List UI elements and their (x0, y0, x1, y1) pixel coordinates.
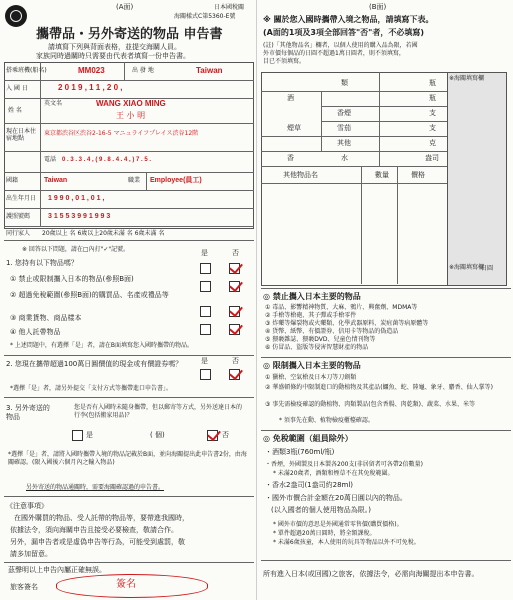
banned-item-2: ② 手槍等槍砲、其子彈或手槍零件 (265, 312, 357, 319)
customs-col-label: ※海關填寫欄 (449, 264, 485, 271)
romaji-label: 英文名 (44, 100, 63, 107)
job-label: 職業 (128, 177, 141, 184)
duty-free-item-4: ・香水2盎司(1盎司約28ml) (265, 481, 354, 489)
restricted-title: ◎ 限制攜入日本主要的物品 (263, 361, 361, 370)
q1-2-no-checkbox[interactable] (229, 281, 240, 292)
name-label: 姓 名 (8, 107, 22, 114)
q2-yes-header: 是 (201, 357, 208, 365)
flight-label: 搭乘班機(船名) (6, 67, 47, 74)
q1-4-yes-checkbox[interactable] (200, 324, 211, 335)
q1-item-3: ③ 商業貨物、商品樣本 (10, 314, 82, 322)
form-title: 攜帶品・另外寄送的物品 申告書 (36, 27, 223, 42)
phone-value[interactable]: 0 . 3 . 3 . 4 , ( 9 . 8 . 4 . 4 , ) 7 . 5 . (62, 157, 152, 163)
address-value[interactable]: 東京都渋谷区渋谷2-16-5 マニュライフプレイス渋谷12階 (44, 130, 199, 137)
romaji-value[interactable]: WANG XIAO MING (96, 99, 166, 108)
passport-label: 護照號碼 (6, 213, 31, 220)
name-value[interactable]: 王 小 明 (116, 111, 146, 120)
banned-item-1: ① 毒品、影響精神物質、大麻、鴉片、興奮劑、MDMA等 (265, 304, 418, 311)
row-alcohol-label: 酒 (287, 94, 294, 102)
q1-title: 1. 您持有以下物品嗎？ (6, 259, 78, 267)
signature-value: 簽名 (116, 579, 136, 590)
col-header-kind: 類 (341, 79, 348, 87)
section-a-note-2: 外市價每個品的日圓不超過1萬日圓者，則不須填寫， (263, 50, 405, 57)
row-cigarette-label: 香煙 (337, 109, 351, 117)
q3-text: 您是否有入國時未隨身攜帶，但以郵寄等方式，另外送達日本的行李(包括搬家用品)？ (74, 404, 243, 419)
q1-4-no-checkbox[interactable] (229, 324, 240, 335)
q1-2-yes-checkbox[interactable] (200, 281, 211, 292)
row-cigar-unit: 支 (429, 124, 436, 132)
duty-free-item-3: * 未滿20歲者，酒類和煙草不在其免稅範圍。 (273, 470, 394, 477)
side-b (257, 0, 513, 600)
q1-1-yes-checkbox[interactable] (200, 263, 211, 274)
notice-line-3: 另外，漏申告者或是虛偽申告等行為，可能受到處罰，敬 (10, 538, 185, 546)
yes-header: 是 (201, 249, 208, 257)
section-a-note-3: 目已不須填寫。 (263, 58, 306, 65)
customs-col-header: ※海關填寫欄 (449, 75, 485, 82)
restricted-item-2: ② 華盛頓條約中限制進口的動植物及其產品(鱷魚、蛇、陸龜、象牙、麝香、仙人掌等) (265, 384, 493, 391)
banned-title: ◎ 禁止攜入日本主要的物品 (263, 292, 361, 301)
duty-free-title: ◎ 免稅範圍（組員除外） (263, 434, 353, 443)
section-a-title: ※ 關於您入國時攜帶入境之物品，請填寫下表。 (263, 15, 434, 24)
notice-line-2: 依據法令，須向海關申告且接受必要檢查，敬請合作。 (10, 526, 178, 534)
row-other-tobacco-label: 其他 (337, 139, 351, 147)
notice-title: 《注意事項》 (6, 502, 48, 510)
intro-line-1: 請填寫下列與背面表格，並提交海關人員。 (48, 43, 181, 51)
flight-value[interactable]: MM023 (78, 66, 105, 75)
customs-column (447, 72, 507, 286)
phone-label: 電話 (44, 156, 57, 163)
q3-yes-checkbox[interactable] (72, 430, 83, 441)
q2-note: *選擇「是」者，請另外提交「支付方式等攜帶進口申告書」。 (10, 385, 173, 392)
date-label: 入 國 日 (6, 85, 28, 92)
row-cigar-label: 雪茄 (337, 124, 351, 132)
restricted-item-1: ① 獵槍、空氣槍及日本刀等刀劍類 (265, 374, 357, 381)
address-label: 現在日本住宿地點 (6, 128, 37, 143)
section-a-note-1: (註)「其他物品名」欄者，以個人使用的購入品為限，若國 (263, 42, 418, 49)
total-unit-label: 日圓 (481, 265, 494, 272)
duty-free-item-1: ・酒類3瓶(760ml/瓶) (265, 448, 335, 456)
q2-title: 2. 您現在攜帶超過100萬日圓價值的現金或有價證券嗎？ (6, 360, 183, 368)
q2-no-header: 否 (232, 357, 239, 365)
q1-1-no-checkbox[interactable] (229, 263, 240, 274)
q3-note-2: 另外寄送的物品通關時，需要海關確認過的申告書。 (26, 484, 165, 491)
row-tobacco-label: 煙草 (287, 124, 301, 132)
passenger-info-table (4, 62, 254, 229)
q1-note: * 上述問題中，有選擇「是」者，請在B面填寫您入國時攜帶的物品。 (10, 342, 194, 349)
signature-label: 旅客簽名 (10, 583, 38, 591)
footer-statement: 所有進入日本(或回國)之旅客，依據法令，必需向海關提出本申告書。 (263, 570, 479, 578)
item-header-name: 其他物品名 (283, 171, 318, 179)
row-perfume-sub: 水 (341, 154, 348, 162)
col-header-unit: 瓶 (429, 79, 436, 87)
side-a-label: (A面) (116, 3, 134, 11)
answer-instruction: ※ 回答以下問題，請在□內打"✓"記號。 (22, 246, 130, 253)
date-value[interactable]: 2 0 1 9 , 1 1 , 2 0 , (58, 83, 123, 92)
q1-3-no-checkbox[interactable] (229, 306, 240, 317)
origin-value[interactable]: Taiwan (196, 66, 223, 75)
intro-line-2: 家族同時過關時只需要由代表者填寫一份申告書。 (36, 52, 190, 60)
nationality-value[interactable]: Taiwan (44, 177, 68, 184)
q2-yes-checkbox[interactable] (200, 369, 211, 380)
duty-free-note-2: * 單件超過20萬日圓時，將全額課稅。 (273, 530, 376, 537)
banned-item-5: ⑤ 猥褻雜誌、猥褻DVD、兒童色情刊物等 (265, 336, 376, 343)
q3-count[interactable]: ( 個) (150, 431, 165, 439)
no-header: 否 (232, 249, 239, 257)
q1-item-4: ④ 他人託帶物品 (10, 328, 61, 336)
customs-logo-icon (5, 5, 27, 27)
side-b-label: (B面) (369, 3, 387, 11)
q3-no-label: 否 (222, 431, 229, 439)
job-value[interactable]: Employee(員工) (150, 177, 202, 184)
duty-free-item-5: ・國外市價合計金額在20萬日圓以內的物品。 (265, 494, 407, 502)
q1-3-yes-checkbox[interactable] (200, 306, 211, 317)
row-other-tobacco-unit: 克 (429, 139, 436, 147)
q1-item-1: ① 禁止或限制攜入日本的物品(參照B面) (10, 275, 134, 283)
passport-value[interactable]: 3 1 5 5 3 9 9 1 9 9 3 (48, 213, 111, 220)
nationality-label: 國籍 (6, 177, 19, 184)
duty-free-item-2: ・香煙，外國製及日本製各200支(非居留者可各帶2倍數量) (265, 461, 423, 468)
banned-item-6: ⑥ 仿冒品、盜版等侵害智慧財產的物品 (265, 344, 369, 351)
q2-no-checkbox[interactable] (229, 369, 240, 380)
q3-title: 3. 另外寄送的物品 (6, 404, 50, 422)
row-alcohol-unit: 瓶 (429, 94, 436, 102)
companions-detail: 20歲以上 名 6歲以上20歲未滿 名 6歲未滿 名 (42, 230, 165, 237)
row-cigarette-unit: 支 (429, 109, 436, 117)
item-header-price: 價格 (411, 171, 425, 179)
agency-label: 日本國稅關 (214, 4, 245, 11)
duty-free-note-1: * 國外市價的意思是外國通常零售價(購買價格)。 (273, 521, 403, 528)
section-a-subtitle: (A面的1項及3項全部回答"否"者，不必填寫) (263, 28, 424, 37)
notice-line-4: 請多加留意。 (10, 550, 52, 558)
row-perfume-label: 香 (287, 154, 294, 162)
companions-label: 同行家人 (6, 230, 31, 237)
row-perfume-unit: 盎司 (425, 154, 439, 162)
q1-item-2: ② 超過免稅範圍(參照B面)的購買品、名產或禮品等 (10, 291, 169, 299)
origin-label: 出 發 地 (132, 67, 154, 74)
birthday-label: 出生年月日 (6, 195, 37, 202)
duty-free-note-3: * 未滿6歲孩童，本人使用的玩具等物品以外不可免稅。 (273, 539, 420, 546)
duty-free-item-6: (以入國者的個人使用物品為限。) (271, 506, 371, 514)
confirm-statement: 茲聲明以上申告內屬正確無誤。 (8, 566, 106, 574)
notice-line-1: 在國外購買的物品、受人託帶的物品等，要帶進我國時， (14, 514, 189, 522)
banned-item-4: ④ 貨幣、紙幣、有價證券、信用卡等物品的偽造品 (265, 328, 399, 335)
restricted-note: * 須事先在動、植物檢疫櫃檯確認。 (279, 417, 374, 424)
item-header-qty: 數量 (375, 171, 389, 179)
q3-yes-label: 是 (86, 431, 93, 439)
birthday-value[interactable]: 1 9 9 0 , 0 1 , 0 1 , (48, 195, 105, 202)
form-number: 海關樣式C第5360-E號 (174, 13, 236, 20)
q3-note: *選擇「是」者，請將入國時攜帶入境的物品記載於B面，並向海關提出此申告書2份，由海關確認。(限入國後六個月內之輸入物品) (8, 451, 247, 467)
banned-item-3: ③ 炸藥等爆裂物或火藥類、化學武器原料、炭疽菌等病原體等 (265, 320, 429, 327)
q3-no-checkbox[interactable] (207, 430, 218, 441)
restricted-item-3: ③ 事先需檢疫確認的動植物、肉類製品(包含香腸、肉乾類)、蔬菜、水果、米等 (265, 401, 475, 408)
